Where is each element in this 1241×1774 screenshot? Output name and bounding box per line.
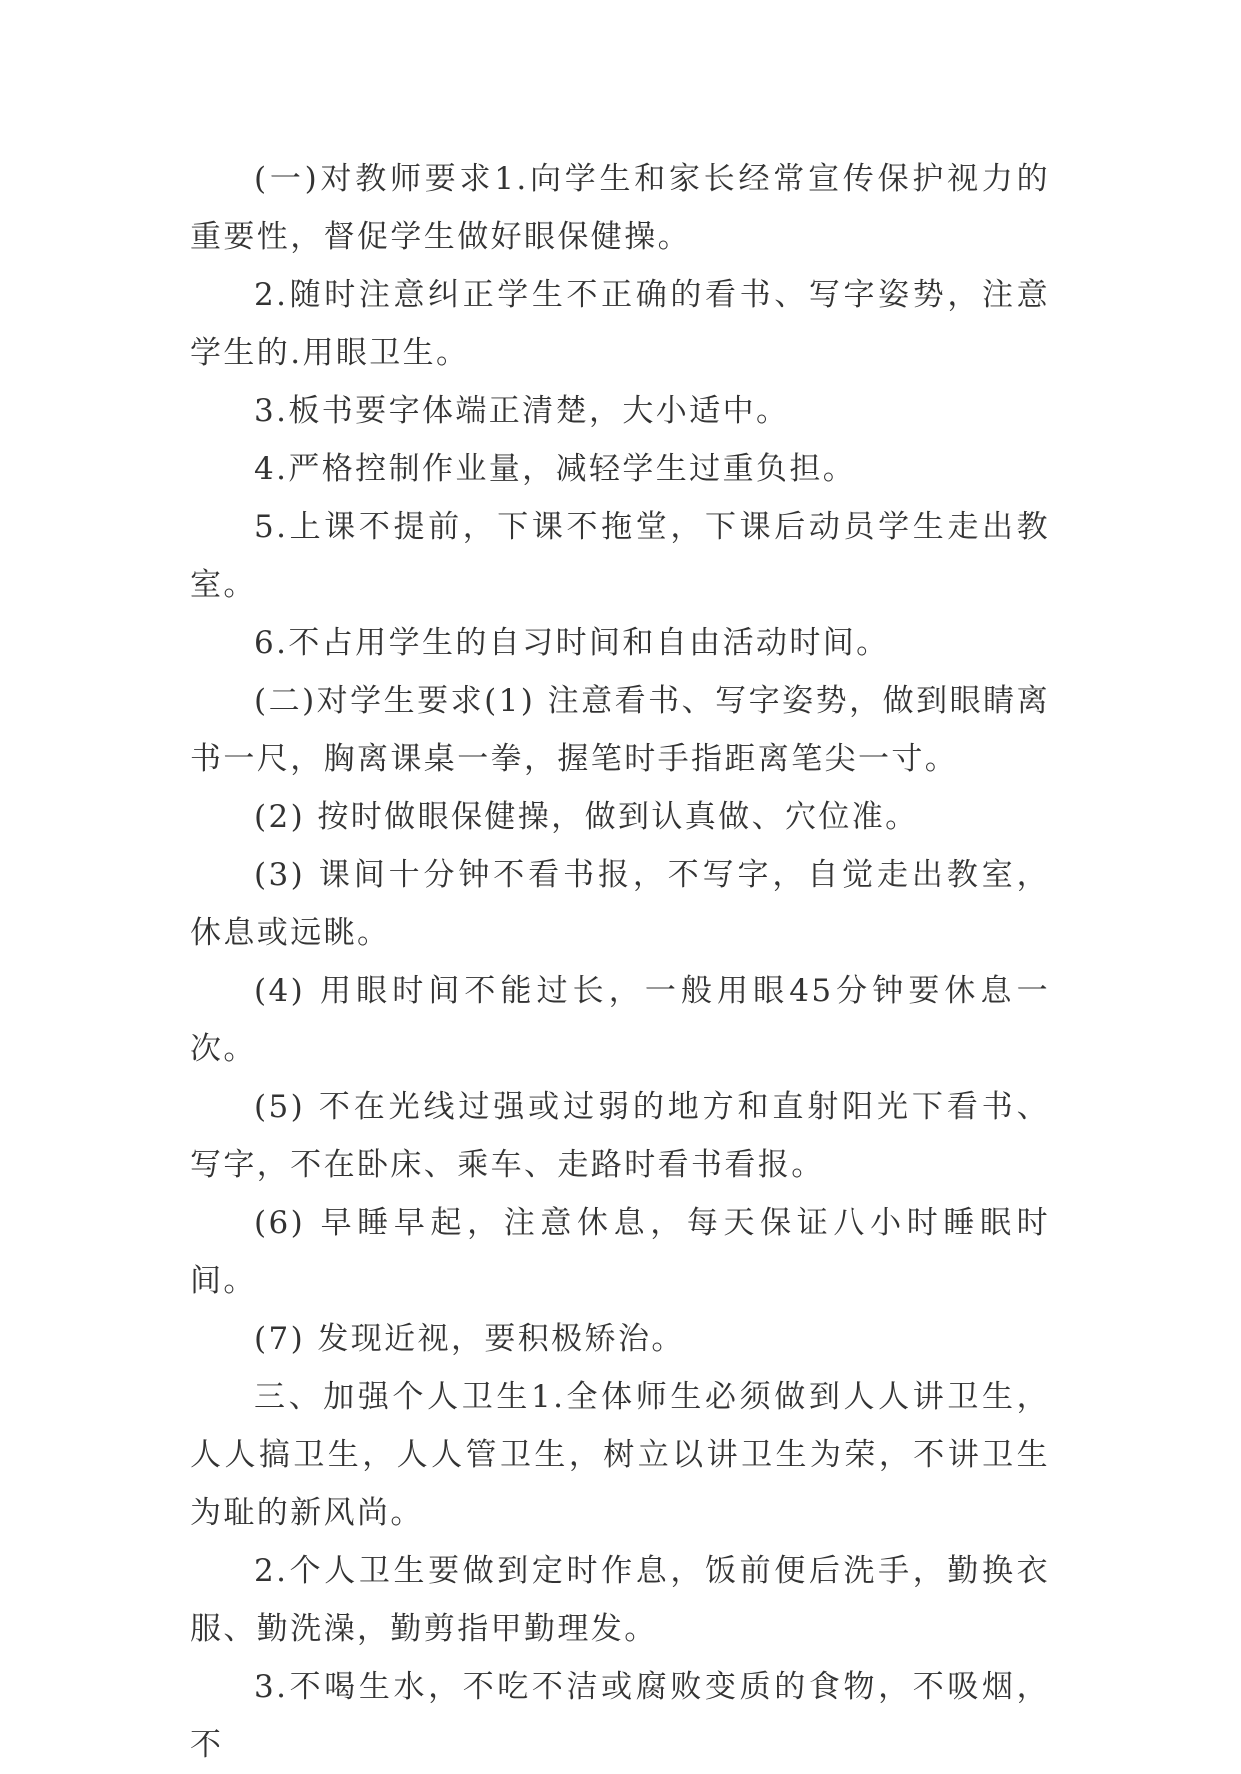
paragraph-student-item-3: (3) 课间十分钟不看书报，不写字，自觉走出教室，休息或远眺。: [190, 857, 1050, 951]
paragraph-item-5: 5.上课不提前，下课不拖堂，下课后动员学生走出教室。: [190, 509, 1050, 603]
paragraph-student-item-7: (7) 发现近视，要积极矫治。: [254, 1321, 685, 1357]
paragraph-student-item-6: (6) 早睡早起，注意休息，每天保证八小时睡眠时间。: [190, 1205, 1050, 1299]
paragraph-student-item-4: (4) 用眼时间不能过长，一般用眼45分钟要休息一次。: [190, 973, 1050, 1067]
paragraph-item-3: 3.板书要字体端正清楚，大小适中。: [254, 393, 790, 429]
paragraph-teacher-requirements: (一)对教师要求1.向学生和家长经常宣传保护视力的重要性，督促学生做好眼保健操。: [190, 161, 1050, 255]
paragraph-personal-hygiene: 三、加强个人卫生1.全体师生必须做到人人讲卫生，人人搞卫生，人人管卫生，树立以讲卫生为荣，不讲卫生为耻的新风尚。: [190, 1379, 1050, 1531]
paragraph-student-item-2: (2) 按时做眼保健操，做到认真做、穴位准。: [254, 799, 919, 835]
paragraph-hygiene-item-2: 2.个人卫生要做到定时作息，饭前便后洗手，勤换衣服、勤洗澡，勤剪指甲勤理发。: [190, 1553, 1050, 1647]
paragraph-item-2: 2.随时注意纠正学生不正确的看书、写字姿势，注意学生的.用眼卫生。: [190, 277, 1050, 371]
paragraph-student-item-5: (5) 不在光线过强或过弱的地方和直射阳光下看书、写字，不在卧床、乘车、走路时看书看报。: [190, 1089, 1050, 1183]
document-body: [190, 150, 1050, 1774]
paragraph-hygiene-item-3: 3.不喝生水，不吃不洁或腐败变质的食物，不吸烟，不: [190, 1669, 1050, 1763]
paragraph-student-requirements: (二)对学生要求(1) 注意看书、写字姿势，做到眼睛离书一尺，胸离课桌一拳，握笔时手指距离笔尖一寸。: [190, 683, 1050, 777]
paragraph-item-6: 6.不占用学生的自习时间和自由活动时间。: [254, 625, 890, 661]
paragraph-item-4: 4.严格控制作业量，减轻学生过重负担。: [254, 451, 857, 487]
